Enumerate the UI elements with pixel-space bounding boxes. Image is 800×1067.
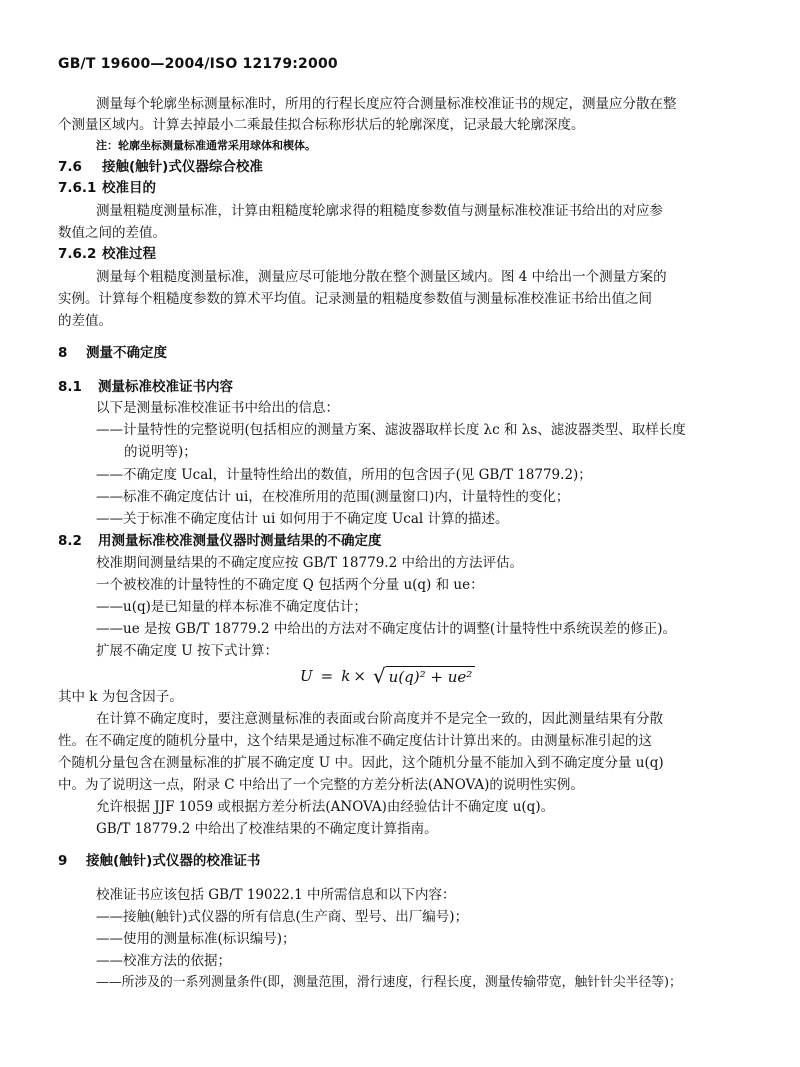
list-item: ——u(q)是已知量的样本标准不确定度估计； bbox=[96, 599, 367, 615]
paragraph-line: 个随机分量包含在测量标准的扩展不确定度 U 中。因此，这个随机分量不能加入到不确定度分量 u(q) bbox=[58, 755, 664, 771]
formula-times: × bbox=[353, 667, 366, 685]
list-item: ——所涉及的一系列测量条件(即，测量范围，滑行速度，行程长度，测量传输带宽，触针针尖半径等)； bbox=[96, 975, 682, 990]
formula-lhs: U bbox=[300, 667, 313, 685]
paragraph-line: 测量每个轮廓坐标测量标准时，所用的行程长度应符合测量标准校准证书的规定，测量应分散在整 bbox=[96, 96, 677, 112]
list-item: ——校准方法的依据； bbox=[96, 953, 231, 969]
list-item-continuation: 的说明等)； bbox=[124, 444, 197, 460]
paragraph-line: 其中 k 为包含因子。 bbox=[58, 689, 183, 705]
standard-header: GB/T 19600—2004/ISO 12179:2000 bbox=[58, 56, 338, 72]
sqrt-symbol: √ bbox=[372, 664, 386, 688]
section-number: 8.2 bbox=[58, 533, 82, 549]
paragraph-line: 测量每个粗糙度测量标准，测量应尽可能地分散在整个测量区域内。图 4 中给出一个测量方案的 bbox=[96, 269, 667, 285]
section-title: 测量标准校准证书内容 bbox=[98, 379, 233, 395]
paragraph-line: 以下是测量标准校准证书中给出的信息： bbox=[96, 400, 339, 416]
formula-equals: = bbox=[320, 667, 334, 685]
formula-k: k bbox=[341, 667, 351, 685]
section-number: 8.1 bbox=[58, 379, 82, 395]
list-item: ——接触(触针)式仪器的所有信息(生产商、型号、出厂编号)； bbox=[96, 909, 469, 925]
section-heading-9 bbox=[58, 852, 260, 870]
section-title: 接触(触针)式仪器的校准证书 bbox=[86, 853, 261, 869]
section-title: 用测量标准校准测量仪器时测量结果的不确定度 bbox=[98, 533, 382, 549]
section-number: 7.6 bbox=[58, 159, 82, 175]
list-item: ——计量特性的完整说明(包括相应的测量方案、滤波器取样长度 λc 和 λs、滤波器类型、取样长度 bbox=[96, 422, 686, 438]
section-number: 9 bbox=[58, 853, 68, 869]
list-item: ——ue 是按 GB/T 18779.2 中给出的方法对不确定度估计的调整(计量特性中系统误差的修正)。 bbox=[96, 621, 676, 637]
paragraph-line: 测量粗糙度测量标准，计算由粗糙度轮廓求得的粗糙度参数值与测量标准校准证书给出的对应参 bbox=[96, 203, 663, 219]
section-heading-8-2 bbox=[58, 532, 382, 550]
paragraph-line: GB/T 18779.2 中给出了校准结果的不确定度计算指南。 bbox=[96, 821, 438, 837]
paragraph-line: 扩展不确定度 U 按下式计算： bbox=[96, 643, 278, 659]
section-number: 7.6.2 bbox=[58, 246, 97, 262]
paragraph-line: 数值之间的差值。 bbox=[58, 225, 166, 241]
list-item: ——关于标准不确定度估计 ui 如何用于不确定度 Ucal 计算的描述。 bbox=[96, 511, 509, 527]
section-title: 测量不确定度 bbox=[86, 345, 167, 361]
section-title: 校准目的 bbox=[102, 180, 156, 196]
list-item: ——标准不确定度估计 ui，在校准所用的范围(测量窗口)内，计量特性的变化； bbox=[96, 489, 570, 505]
paragraph-line: 在计算不确定度时，要注意测量标准的表面或台阶高度并不是完全一致的，因此测量结果有分散 bbox=[96, 711, 663, 727]
formula-radicand: u(q)² + ue² bbox=[386, 666, 476, 687]
section-heading-7-6 bbox=[58, 158, 263, 176]
paragraph-line: 个测量区域内。计算去掉最小二乘最佳拟合标称形状后的轮廓深度，记录最大轮廓深度。 bbox=[58, 117, 585, 133]
section-heading-7-6-1 bbox=[58, 179, 156, 197]
list-item: ——不确定度 Ucal，计量特性给出的数值，所用的包含因子(见 GB/T 18779.2)； bbox=[96, 467, 592, 483]
paragraph-line: 一个被校准的计量特性的不确定度 Q 包括两个分量 u(q) 和 ue： bbox=[96, 577, 484, 593]
section-number: 8 bbox=[58, 345, 68, 361]
paragraph-line: 允许根据 JJF 1059 或根据方差分析法(ANOVA)由经验估计不确定度 u(q)。 bbox=[96, 799, 555, 815]
section-heading-8-1 bbox=[58, 378, 233, 396]
section-heading-7-6-2 bbox=[58, 245, 156, 263]
section-number: 7.6.1 bbox=[58, 180, 97, 196]
paragraph-line: 中。为了说明这一点，附录 C 中给出了一个完整的方差分析法(ANOVA)的说明性实例。 bbox=[58, 777, 584, 793]
note-line: 注：轮廓坐标测量标准通常采用球体和楔体。 bbox=[96, 139, 316, 152]
section-title: 校准过程 bbox=[102, 246, 156, 262]
paragraph-line: 校准证书应该包括 GB/T 19022.1 中所需信息和以下内容： bbox=[96, 887, 456, 903]
section-title: 接触(触针)式仪器综合校准 bbox=[102, 159, 263, 175]
paragraph-line: 校准期间测量结果的不确定度应按 GB/T 18779.2 中给出的方法评估。 bbox=[96, 555, 523, 571]
paragraph-line: 的差值。 bbox=[58, 313, 112, 329]
paragraph-line: 实例。计算每个粗糙度参数的算术平均值。记录测量的粗糙度参数值与测量标准校准证书给出值之间 bbox=[58, 291, 652, 307]
paragraph-line: 性。在不确定度的随机分量中，这个结果是通过标准不确定度估计计算出来的。由测量标准引起的这 bbox=[58, 733, 652, 749]
expanded-uncertainty-formula bbox=[300, 660, 475, 692]
section-heading-8 bbox=[58, 344, 167, 362]
list-item: ——使用的测量标准(标识编号)； bbox=[96, 931, 296, 947]
